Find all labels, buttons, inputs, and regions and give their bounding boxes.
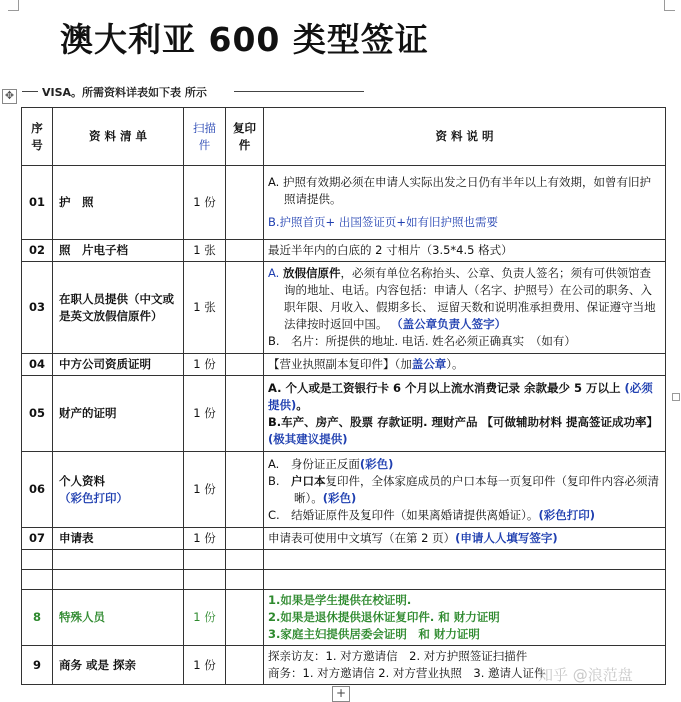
desc-line: 探亲访友：1. 对方邀请信 2. 对方护照签证扫描件: [268, 649, 528, 663]
row-copy: [226, 528, 264, 550]
row-no: 05: [22, 376, 53, 452]
table-caption-text: VISA。所需资料详表如下表 所示: [42, 86, 207, 99]
row-qty: 1 份: [184, 166, 226, 240]
table-caption: [42, 84, 207, 100]
desc-note: (彩色): [359, 456, 394, 471]
row-name: 申请表: [53, 528, 184, 550]
desc-line: B.护照首页+ 出国签证页+如有旧护照也需要: [268, 215, 498, 229]
desc-note: (彩色): [322, 490, 357, 505]
desc-line: [268, 414, 661, 448]
row-copy: [226, 376, 264, 452]
row-copy: [226, 452, 264, 528]
desc-line: B. 名片：所提供的地址. 电话. 姓名必须正确真实 （如有）: [268, 334, 576, 348]
table-row: [22, 452, 666, 528]
row-desc: [264, 262, 666, 354]
page-title: 澳大利亚 600 类型签证: [60, 20, 429, 59]
table-row: [22, 354, 666, 376]
row-name-main: 个人资料: [59, 473, 105, 488]
table-row: [22, 376, 666, 452]
desc-line: [268, 473, 661, 507]
row-name-note: （彩色打印）: [59, 490, 128, 505]
row-no: 03: [22, 262, 53, 354]
corner-mark-tl: [8, 0, 19, 11]
row-no: 01: [22, 166, 53, 240]
row-qty: 1 张: [184, 240, 226, 262]
desc-line: 3.家庭主妇提供居委会证明 和 财力证明: [268, 627, 480, 641]
row-copy: [226, 166, 264, 240]
desc-line: 商务：1. 对方邀请信 2. 对方营业执照 3. 邀请人证件: [268, 666, 546, 680]
table-resize-handle[interactable]: [672, 393, 680, 401]
desc-note: 盖公章: [411, 357, 447, 371]
row-desc: [264, 166, 666, 240]
desc-line: 2.如果是退休提供退休证复印件. 和 财力证明: [268, 610, 500, 624]
add-row-icon[interactable]: +: [332, 686, 350, 702]
desc-line: A. 个人或是工资银行卡 6 个月以上流水消费记录 余款最少 5 万以上 (必须提供)。: [268, 380, 653, 412]
row-desc: [264, 376, 666, 452]
row-desc: [264, 354, 666, 376]
desc-note: (必须提供): [268, 380, 653, 412]
row-copy: [226, 646, 264, 685]
table-row: [22, 528, 666, 550]
row-desc: 最近半年内的白底的 2 寸相片（3.5*4.5 格式）: [264, 240, 666, 262]
row-qty: 1 份: [184, 590, 226, 646]
desc-note: (极其建议提供): [268, 431, 348, 446]
row-no: 9: [22, 646, 53, 685]
desc-strong: 放假信原件: [282, 266, 341, 280]
desc-line: A. 护照有效期必须在申请人实际出发之日仍有半年以上有效期，如曾有旧护照请提供。: [268, 175, 651, 206]
row-no: 07: [22, 528, 53, 550]
header-no: 序号: [22, 108, 53, 166]
desc-line: 1.如果是学生提供在校证明.: [268, 593, 412, 607]
table-row: [22, 166, 666, 240]
empty-row: [22, 550, 666, 570]
watermark: 知乎 @浪范盘: [538, 666, 633, 684]
row-no: 06: [22, 452, 53, 528]
row-qty: 1 份: [184, 646, 226, 685]
row-qty: 1 份: [184, 452, 226, 528]
desc-strong: 户口本: [291, 473, 326, 488]
row-desc: [264, 590, 666, 646]
table-row: [22, 590, 666, 646]
desc-text: ，必须有单位名称抬头、公章、负责人签名；须有可供领馆查询的地址、电话。内容包括：申请人（名字、护照号）在公司的职务、入职年限、月收入、假期多长、 逗留天数和说明准承担费用、保证遵守当地法律按时返回中国。: [284, 266, 656, 331]
desc-marker: A.: [268, 266, 280, 280]
row-copy: [226, 240, 264, 262]
desc-text: C. 结婚证原件及复印件（如果离婚请提供离婚证）。: [268, 507, 539, 522]
row-name: 护 照: [53, 166, 184, 240]
row-name: 特殊人员: [53, 590, 184, 646]
row-copy: [226, 262, 264, 354]
desc-text: 复印件，全体家庭成员的户口本每一页复印件（复印件内容必须清晰）。: [294, 473, 660, 505]
subtitle-left-rule: [22, 91, 38, 92]
row-desc: [264, 452, 666, 528]
desc-marker: B.: [268, 473, 292, 488]
header-desc: 资 料 说 明: [264, 108, 666, 166]
desc-note: （盖公章负责人签字）: [391, 317, 507, 331]
desc-text: A. 身份证正反面: [268, 456, 360, 471]
header-scan: 扫描件: [184, 108, 226, 166]
row-qty: 1 张: [184, 262, 226, 354]
desc-line: [268, 265, 661, 333]
row-qty: 1 份: [184, 376, 226, 452]
desc-line: [268, 456, 661, 473]
table-row: [22, 240, 666, 262]
row-no: 8: [22, 590, 53, 646]
table-row: [22, 262, 666, 354]
desc-text: A. 个人或是工资银行卡 6 个月以上流水消费记录 余款最少 5 万以上: [268, 380, 621, 395]
corner-mark-tr: [664, 0, 675, 11]
desc-note: (彩色打印): [538, 507, 595, 522]
desc-line: [268, 507, 661, 524]
row-copy: [226, 354, 264, 376]
desc-text: B.车产、房产、股票 存款证明. 理财产品 【可做辅助材料 提高签证成功率】: [268, 414, 659, 429]
header-row: [22, 108, 666, 166]
row-copy: [226, 590, 264, 646]
desc-text: ）。: [446, 357, 464, 371]
subtitle-right-rule: [234, 91, 364, 92]
row-no: 02: [22, 240, 53, 262]
table-move-handle-icon[interactable]: ✥: [2, 89, 17, 104]
desc-text: 【营业执照副本复印件】（加: [268, 357, 412, 371]
row-name: 中方公司资质证明: [53, 354, 184, 376]
row-name: 照 片电子档: [53, 240, 184, 262]
row-no: 04: [22, 354, 53, 376]
row-name: 财产的证明: [53, 376, 184, 452]
header-copy: 复印件: [226, 108, 264, 166]
document-table: [21, 107, 666, 685]
row-qty: 1 份: [184, 528, 226, 550]
row-name: [53, 452, 184, 528]
row-desc: [264, 528, 666, 550]
row-name: 商务 或是 探亲: [53, 646, 184, 685]
row-name: 在职人员提供（中文或是英文放假信原件）: [53, 262, 184, 354]
desc-text: 申请表可使用中文填写（在第 2 页）: [268, 531, 456, 545]
empty-row: [22, 570, 666, 590]
header-item: 资 料 清 单: [53, 108, 184, 166]
desc-note: (申请人人填写签字): [455, 531, 558, 545]
row-qty: 1 份: [184, 354, 226, 376]
